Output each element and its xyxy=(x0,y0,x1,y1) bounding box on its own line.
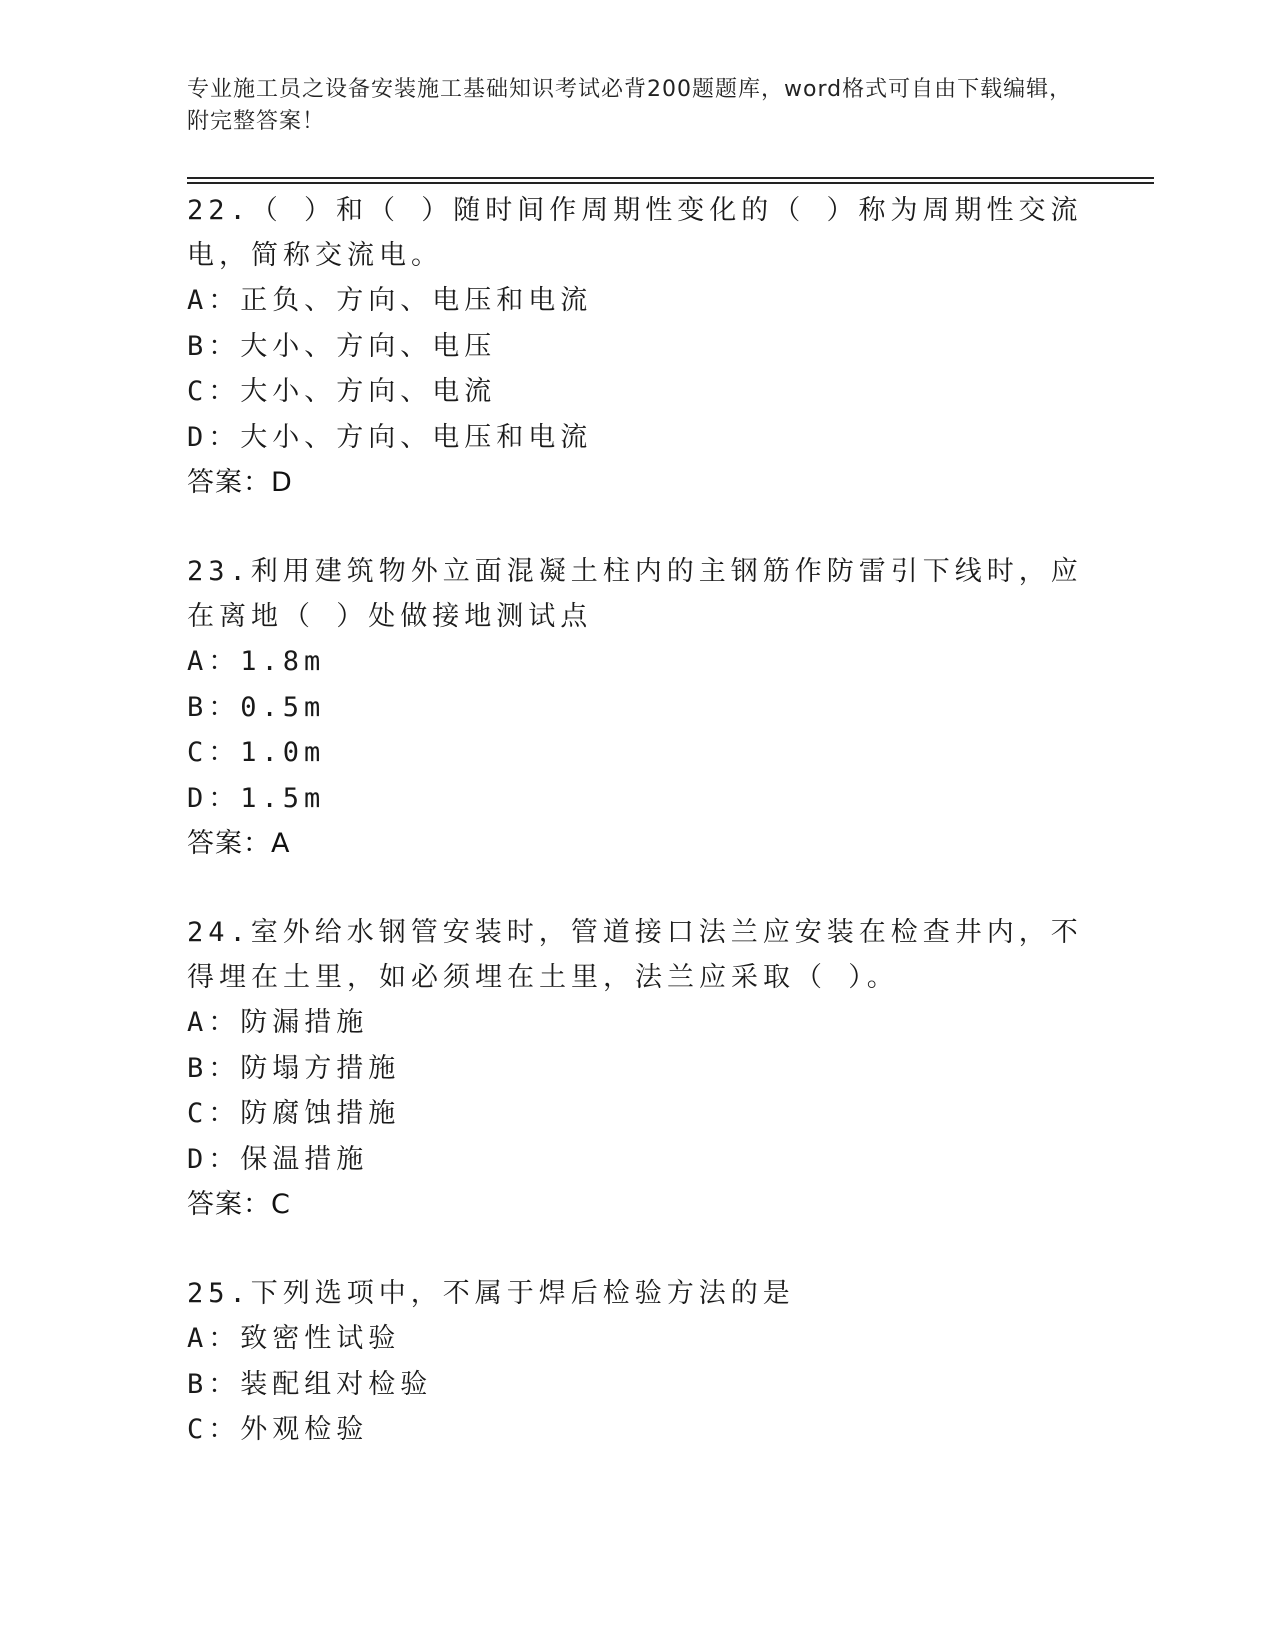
option-c: C：外观检验 xyxy=(187,1414,369,1445)
header-divider-top xyxy=(187,177,1154,179)
option-c: C：1.0m xyxy=(187,737,326,768)
question-23 xyxy=(187,549,1087,866)
question-22 xyxy=(187,188,1087,505)
option-a: A：防漏措施 xyxy=(187,1007,369,1038)
option-d: D：保温措施 xyxy=(187,1143,369,1175)
question-25 xyxy=(187,1271,1087,1453)
option-c: C：防腐蚀措施 xyxy=(187,1098,401,1129)
option-b: B：大小、方向、电压 xyxy=(187,330,497,362)
answer: 答案：A xyxy=(187,828,291,859)
answer: 答案：D xyxy=(187,467,293,498)
question-list xyxy=(187,188,1087,1497)
option-d: D：1.5m xyxy=(187,782,326,814)
option-c: C：大小、方向、电流 xyxy=(187,376,497,407)
option-a: A：致密性试验 xyxy=(187,1323,401,1354)
question-stem: 25.下列选项中，不属于焊后检验方法的是 xyxy=(187,1278,795,1309)
question-stem: 24.室外给水钢管安装时，管道接口法兰应安装在检查井内，不得埋在土里，如必须埋在土里，法兰应采取（ ）。 xyxy=(187,917,1083,993)
question-stem: 22.（ ）和（ ）随时间作周期性变化的（ ）称为周期性交流电，简称交流电。 xyxy=(187,195,1083,271)
document-header: 专业施工员之设备安装施工基础知识考试必背200题题库，word格式可自由下载编辑，附完整答案！ xyxy=(187,77,1073,134)
question-24 xyxy=(187,910,1087,1227)
option-a: A：正负、方向、电压和电流 xyxy=(187,285,593,316)
option-b: B：0.5m xyxy=(187,691,326,723)
header-divider-bottom xyxy=(187,182,1154,184)
answer: 答案：C xyxy=(187,1189,291,1220)
question-stem: 23.利用建筑物外立面混凝土柱内的主钢筋作防雷引下线时，应在离地（ ）处做接地测试点 xyxy=(187,556,1083,632)
option-b: B：装配组对检验 xyxy=(187,1368,433,1400)
option-d: D：大小、方向、电压和电流 xyxy=(187,421,593,453)
option-b: B：防塌方措施 xyxy=(187,1052,401,1084)
option-a: A：1.8m xyxy=(187,646,326,677)
